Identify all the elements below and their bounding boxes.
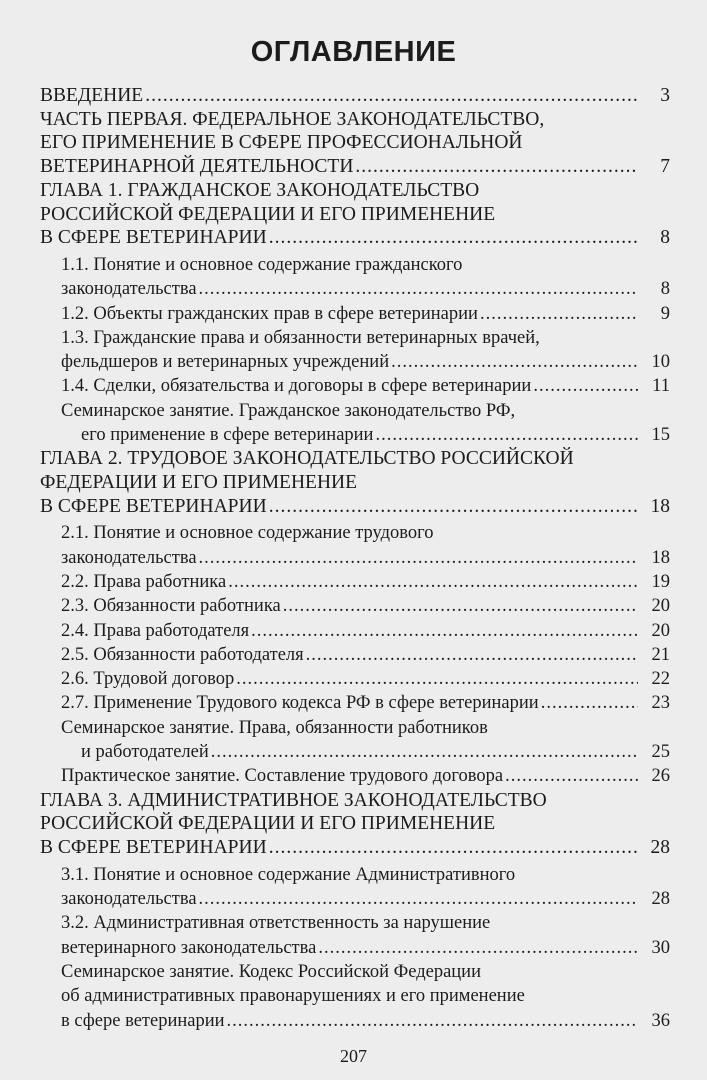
toc-entry-line: законодательства <box>61 279 197 300</box>
toc-entry-line: 2.1. Понятие и основное содержание трудового <box>61 523 434 544</box>
toc-entry-section-2-7[interactable] <box>61 691 670 715</box>
toc-entry-line: его применение в сфере ветеринарии <box>81 425 374 445</box>
page-number-footer: 207 <box>340 1046 367 1066</box>
toc-entry-section-2-5[interactable] <box>61 643 670 667</box>
toc-entry-section-2-6[interactable] <box>61 667 670 691</box>
toc-page-number: 20 <box>651 620 670 641</box>
toc-entry-line: ГЛАВА 3. АДМИНИСТРАТИВНОЕ ЗАКОНОДАТЕЛЬСТВО <box>40 789 547 811</box>
toc-entry-line: фельдшеров и ветеринарных учреждений <box>61 352 390 373</box>
dot-leader <box>269 836 638 860</box>
dot-leader <box>199 277 638 301</box>
toc-entry-line: и работодателей <box>81 742 209 763</box>
toc-entry-line: 2.3. Обязанности работника <box>61 596 281 617</box>
toc-entry-chapter-3[interactable] <box>40 789 670 860</box>
toc-page-number: 15 <box>651 425 670 445</box>
toc-entry-line: РОССИЙСКОЙ ФЕДЕРАЦИИ И ЕГО ПРИМЕНЕНИЕ <box>40 203 496 225</box>
toc-entry-line: Семинарское занятие. Кодекс Российской Федерации <box>61 961 481 982</box>
toc-entry-section-2-1[interactable] <box>61 521 670 570</box>
toc-entry-line: 3.2. Административная ответственность за нарушение <box>61 913 491 934</box>
toc-page-number: 19 <box>651 572 670 592</box>
toc-entry-line: ВЕТЕРИНАРНОЙ ДЕЯТЕЛЬНОСТИ <box>40 156 354 178</box>
toc-entry-chapter-2[interactable] <box>40 447 670 518</box>
toc-page-number: 36 <box>651 1010 670 1031</box>
toc-heading: ОГЛАВЛЕНИЕ <box>250 36 457 68</box>
dot-leader <box>228 570 638 594</box>
toc-entry-line: 2.2. Права работника <box>61 572 227 592</box>
dot-leader <box>318 936 638 960</box>
toc-entry-line: ГЛАВА 1. ГРАЖДАНСКОЕ ЗАКОНОДАТЕЛЬСТВО <box>40 179 480 201</box>
dot-leader <box>541 691 638 715</box>
toc-page-number: 22 <box>651 669 670 690</box>
toc-page-number: 8 <box>660 279 670 300</box>
toc-entry-line: Семинарское занятие. Права, обязанности работников <box>61 717 488 738</box>
toc-page-number: 20 <box>651 596 670 617</box>
toc-entry-line: В СФЕРЕ ВЕТЕРИНАРИИ <box>40 837 267 859</box>
dot-leader <box>251 619 638 643</box>
toc-page-number: 25 <box>651 742 670 763</box>
dot-leader <box>211 740 638 764</box>
toc-entry-line: 1.1. Понятие и основное содержание гражданского <box>61 254 463 275</box>
toc-page-number: 18 <box>651 547 670 568</box>
toc-entry-line: РОССИЙСКОЙ ФЕДЕРАЦИИ И ЕГО ПРИМЕНЕНИЕ <box>40 813 496 835</box>
toc-entry-section-1-3[interactable] <box>61 326 670 375</box>
dot-leader <box>283 594 638 618</box>
toc-entry-chapter-1[interactable] <box>40 179 670 250</box>
toc-entry-practical[interactable] <box>61 764 670 788</box>
toc-entry-section-3-2[interactable] <box>61 911 670 960</box>
dot-leader <box>306 643 638 667</box>
toc-entry-line: в сфере ветеринарии <box>61 1010 225 1031</box>
toc-entry-line: ЧАСТЬ ПЕРВАЯ. ФЕДЕРАЛЬНОЕ ЗАКОНОДАТЕЛЬСТВО, <box>40 108 545 130</box>
toc-entry-line: об административных правонарушениях и его применение <box>61 986 525 1007</box>
toc-entry-seminar-3[interactable] <box>61 960 670 1033</box>
table-of-contents <box>40 84 670 1033</box>
dot-leader <box>480 302 638 326</box>
toc-entry-line: В СФЕРЕ ВЕТЕРИНАРИИ <box>40 227 267 249</box>
toc-entry-line: Практическое занятие. Составление трудового договора <box>61 766 504 787</box>
toc-entry-line: ГЛАВА 2. ТРУДОВОЕ ЗАКОНОДАТЕЛЬСТВО РОССИЙСКОЙ <box>40 448 574 470</box>
toc-entry-section-3-1[interactable] <box>61 863 670 912</box>
toc-page-number: 18 <box>650 495 670 517</box>
toc-page-number: 3 <box>660 85 670 106</box>
toc-entry-line: ЕГО ПРИМЕНЕНИЕ В СФЕРЕ ПРОФЕССИОНАЛЬНОЙ <box>40 132 523 154</box>
toc-page-number: 11 <box>652 376 670 397</box>
toc-entry-line: 2.5. Обязанности работодателя <box>61 644 304 665</box>
toc-entry-section-2-4[interactable] <box>61 619 670 643</box>
dot-leader <box>199 546 638 570</box>
toc-entry-line: В СФЕРЕ ВЕТЕРИНАРИИ <box>40 495 267 517</box>
toc-page-number: 23 <box>651 693 670 714</box>
toc-entry-seminar-2[interactable] <box>61 716 670 765</box>
toc-entry-section-1-4[interactable] <box>61 374 670 398</box>
toc-entry-line: 2.7. Применение Трудового кодекса РФ в сфере ветеринарии <box>61 693 539 714</box>
toc-entry-section-2-2[interactable] <box>61 570 670 594</box>
toc-entry-line: Семинарское занятие. Гражданское законодательство РФ, <box>61 400 516 421</box>
toc-entry-line: 2.4. Права работодателя <box>61 620 250 641</box>
dot-leader <box>199 887 638 911</box>
toc-entry-line: ФЕДЕРАЦИИ И ЕГО ПРИМЕНЕНИЕ <box>40 472 358 493</box>
toc-entry-line: 3.1. Понятие и основное содержание Административного <box>61 864 516 885</box>
toc-entry-seminar-1[interactable] <box>61 399 670 448</box>
dot-leader <box>269 226 638 250</box>
toc-entry-line: 2.6. Трудовой договор <box>61 669 235 690</box>
toc-entry-line: 1.2. Объекты гражданских прав в сфере ветеринарии <box>61 303 478 324</box>
toc-entry-line: ВВЕДЕНИЕ <box>40 85 144 106</box>
toc-entry-line: 1.3. Гражданские права и обязанности ветеринарных врачей, <box>61 327 540 348</box>
dot-leader <box>227 1009 638 1033</box>
toc-page-number: 10 <box>651 352 670 373</box>
dot-leader <box>355 155 638 179</box>
dot-leader <box>391 350 638 374</box>
toc-entry-line: ветеринарного законодательства <box>61 937 317 958</box>
toc-entry-line: законодательства <box>61 547 197 568</box>
toc-entry-line: законодательства <box>61 889 197 910</box>
toc-page-number: 7 <box>660 156 670 178</box>
dot-leader <box>533 374 638 398</box>
dot-leader <box>236 667 638 691</box>
dot-leader <box>269 495 638 519</box>
toc-entry-section-1-1[interactable] <box>61 253 670 302</box>
toc-entry-section-2-3[interactable] <box>61 594 670 618</box>
dot-leader <box>375 423 638 447</box>
toc-page-number: 8 <box>660 227 670 249</box>
toc-page-number: 28 <box>651 889 670 910</box>
toc-page-number: 21 <box>651 644 670 665</box>
dot-leader <box>145 84 638 108</box>
toc-entry-part-one[interactable] <box>40 108 670 179</box>
dot-leader <box>505 764 638 788</box>
toc-entry-introduction[interactable] <box>40 84 670 108</box>
toc-page-number: 9 <box>660 303 670 324</box>
toc-entry-section-1-2[interactable] <box>61 302 670 326</box>
toc-page-number: 28 <box>650 837 670 859</box>
toc-entry-line: 1.4. Сделки, обязательства и договоры в сфере ветеринарии <box>61 376 532 397</box>
toc-page-number: 30 <box>651 937 670 958</box>
toc-page-number: 26 <box>651 766 670 787</box>
